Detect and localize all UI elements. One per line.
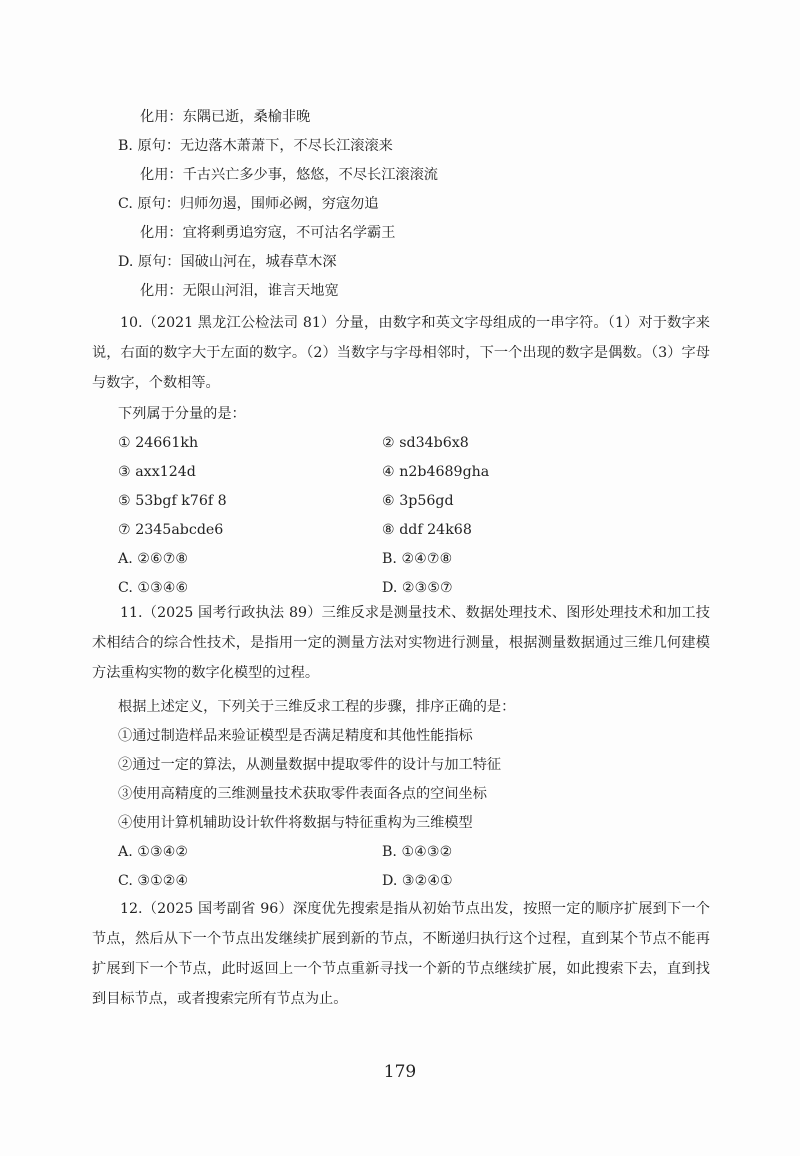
q11-option-a: A. ①③④② xyxy=(118,844,189,860)
q11-option-c: C. ③①②④ xyxy=(118,873,189,889)
q9-option-d-original: D. 原句：国破山河在，城春草木深 xyxy=(118,254,337,270)
q11-step: ④使用计算机辅助设计软件将数据与特征重构为三维模型 xyxy=(118,815,473,831)
q11-stem: 11.（2025 国考行政执法 89）三维反求是测量技术、数据处理技术、图形处理技术和加工技术相结合的综合性技术，是指用一定的测量方法对实物进行测量，根据测量数据通过三维几何建模方法重构实物的数字化模型的过程。 xyxy=(92,605,710,681)
q10-prompt: 下列属于分量的是： xyxy=(118,406,246,422)
q10-option-b: B. ②④⑦⑧ xyxy=(382,551,453,567)
q9-option-b-adapted: 化用：千古兴亡多少事，悠悠，不尽长江滚滚流 xyxy=(140,167,438,183)
q10-item: ⑤ 53bgf k76f 8 xyxy=(118,493,227,509)
q9-option-a-adapted: 化用：东隅已逝，桑榆非晚 xyxy=(140,109,311,125)
q10-item: ⑧ ddf 24k68 xyxy=(382,522,472,538)
q11-step: ③使用高精度的三维测量技术获取零件表面各点的空间坐标 xyxy=(118,786,487,802)
q10-option-c: C. ①③④⑥ xyxy=(118,580,189,596)
q10-option-a: A. ②⑥⑦⑧ xyxy=(118,551,189,567)
q11-step: ②通过一定的算法，从测量数据中提取零件的设计与加工特征 xyxy=(118,757,502,773)
q9-option-d-adapted: 化用：无限山河泪，谁言天地宽 xyxy=(140,283,339,299)
q10-item: ③ axx124d xyxy=(118,464,196,480)
q10-item: ② sd34b6x8 xyxy=(382,435,469,451)
page-number: 179 xyxy=(383,1062,417,1082)
q11-option-b: B. ①④③② xyxy=(382,844,453,860)
q11-step: ①通过制造样品来验证模型是否满足精度和其他性能指标 xyxy=(118,728,473,744)
q10-stem: 10.（2021 黑龙江公检法司 81）分量，由数字和英文字母组成的一串字符。（1）对于数字来说，右面的数字大于左面的数字。（2）当数字与字母相邻时，下一个出现的数字是偶数。（3）字母与数字，个数相等。 xyxy=(92,315,710,391)
q11-option-d: D. ③②④① xyxy=(382,873,453,889)
q10-option-d: D. ②③⑤⑦ xyxy=(382,580,453,596)
q10-item: ④ n2b4689gha xyxy=(382,464,490,480)
q10-item: ⑦ 2345abcde6 xyxy=(118,522,224,538)
q9-option-b-original: B. 原句：无边落木萧萧下，不尽长江滚滚来 xyxy=(118,138,393,154)
q12-stem: 12.（2025 国考副省 96）深度优先搜索是指从初始节点出发，按照一定的顺序扩展到下一个节点，然后从下一个节点出发继续扩展到新的节点，不断递归执行这个过程，直到某个节点不能再扩展到下一个节点，此时返回上一个节点重新寻找一个新的节点继续扩展，如此搜索下去，直到找到目标节点，或者搜索完所有节点为止。 xyxy=(92,901,710,1007)
q9-option-c-original: C. 原句：归师勿遏，围师必阙，穷寇勿追 xyxy=(118,196,379,212)
q11-prompt: 根据上述定义，下列关于三维反求工程的步骤，排序正确的是： xyxy=(118,699,516,715)
q9-option-c-adapted: 化用：宜将剩勇追穷寇，不可沽名学霸王 xyxy=(140,225,396,241)
q10-item: ⑥ 3p56gd xyxy=(382,493,454,509)
q10-item: ① 24661kh xyxy=(118,435,199,451)
